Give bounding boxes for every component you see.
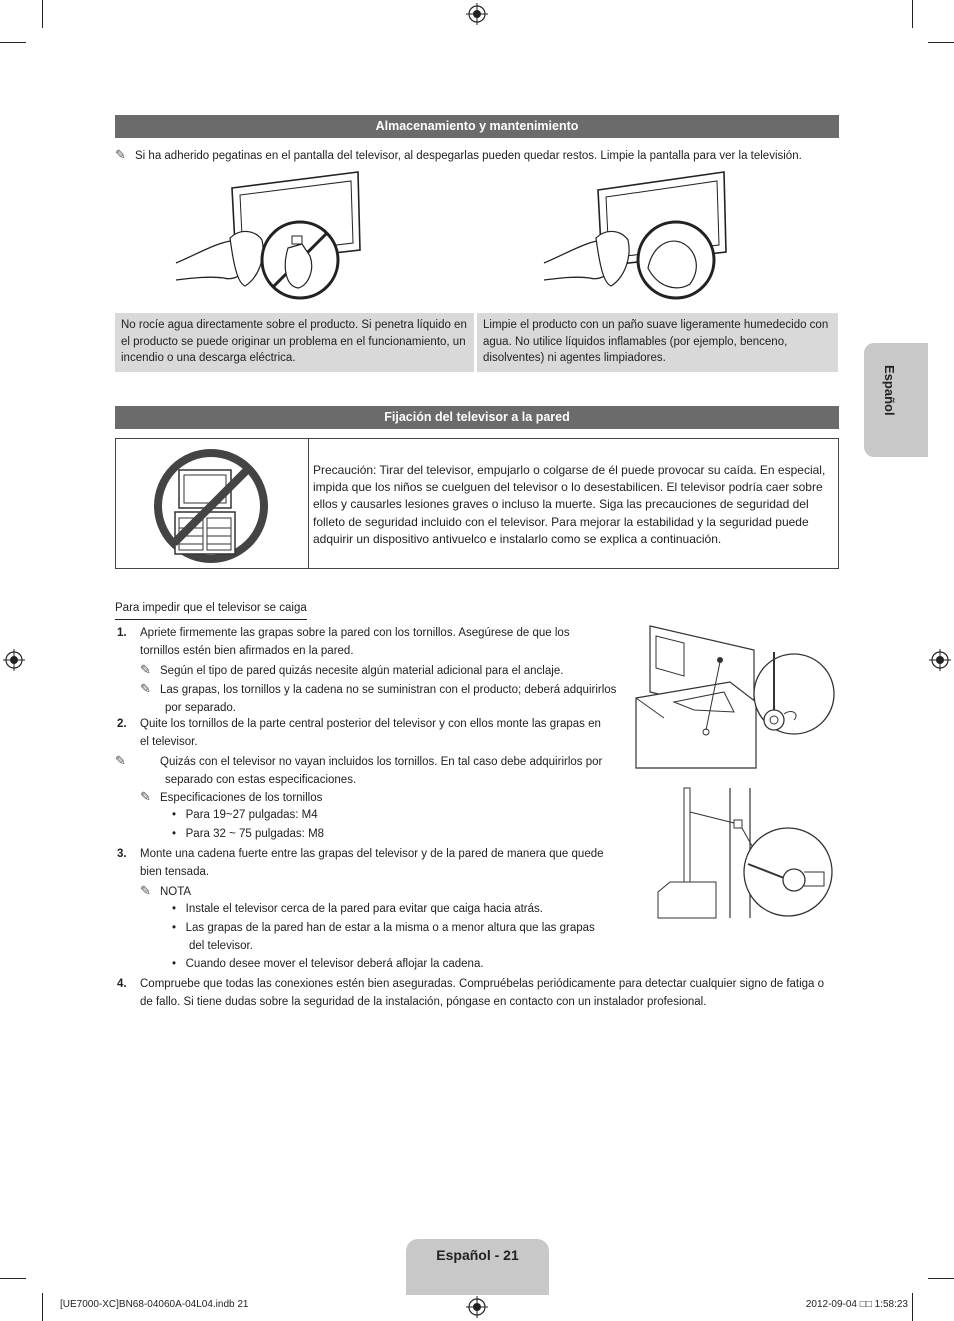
bullet-near-wall: • Instale el televisor cerca de la pared para evitar que caiga hacia atrás. bbox=[172, 903, 543, 915]
tv-back-bracket-illustration bbox=[634, 622, 836, 770]
pencil-note-icon: ✎ bbox=[115, 147, 126, 162]
step-3-note: ✎ NOTA bbox=[140, 883, 192, 898]
sticker-note-text: Si ha adherido pegatinas en el pantalla del televisor, al despegarlas pueden quedar restos. Limpie la pantalla para ver la televisión. bbox=[135, 150, 802, 162]
crop-mark bbox=[912, 1293, 913, 1321]
section-title-wall-mount: Fijación del televisor a la pared bbox=[115, 406, 839, 429]
crop-mark bbox=[0, 42, 26, 43]
footer-date: 2012-09-04 □□ 1:58:23 bbox=[805, 1299, 908, 1310]
crop-mark bbox=[42, 0, 43, 28]
no-spray-illustration bbox=[170, 168, 370, 303]
caution-text: Precaución: Tirar del televisor, empujarlo o colgarse de él puede provocar su caída. En especial, impida que los niños se cuelguen del televisor o lo desestabilicen. El televisor podría caer sobre ellos y causarles lesiones graves o incluso la muerte. Siga las precauciones de seguridad del folleto de seguridad incluido con el televisor. Para mejorar la estabilidad y la seguridad puede adquirir un dispositivo antivuelco e instalarlo como se explica a continuación. bbox=[313, 463, 826, 546]
cleaning-instruction: Limpie el producto con un paño suave ligeramente humedecido con agua. No utilice líquidos inflamables (por ejemplo, benceno, disolventes) ni agentes limpiadores. bbox=[477, 313, 838, 372]
bullet-loosen-chain: • Cuando desee mover el televisor deberá aflojar la cadena. bbox=[172, 958, 484, 970]
language-side-tab: Español bbox=[864, 343, 928, 457]
crop-mark bbox=[928, 42, 954, 43]
pencil-note-icon: ✎ bbox=[140, 789, 151, 804]
bullet-m8: • Para 32 ~ 75 pulgadas: M8 bbox=[172, 828, 325, 840]
step-1-note-2: ✎ Las grapas, los tornillos y la cadena no se suministran con el producto; deberá adquirirlos por separado. bbox=[140, 681, 617, 714]
step-1-note-1: ✎ Según el tipo de pared quizás necesite algún material adicional para el anclaje. bbox=[140, 662, 564, 677]
pencil-note-icon: ✎ bbox=[140, 883, 151, 898]
tv-chain-wall-illustration bbox=[656, 786, 836, 920]
no-spray-warning: No rocíe agua directamente sobre el producto. Si penetra líquido en el producto se puede originar un problema en el funcionamiento, un incendio o una descarga eléctrica. bbox=[115, 313, 474, 372]
pencil-note-icon: ✎ bbox=[140, 681, 151, 696]
crop-mark bbox=[928, 1278, 954, 1279]
registration-mark-icon bbox=[466, 1296, 488, 1318]
registration-mark-icon bbox=[466, 3, 488, 25]
sticker-note bbox=[115, 146, 839, 165]
bullet-bracket-height: • Las grapas de la pared han de estar a la misma o a menor altura que las grapas del televisor. bbox=[172, 922, 595, 952]
step-2-note-1: ✎ Quizás con el televisor no vayan incluidos los tornillos. En tal caso debe adquirirlos por separado con estas especificaciones. bbox=[115, 753, 603, 786]
footer-file: [UE7000-XC]BN68-04060A-04L04.indb 21 bbox=[60, 1299, 249, 1310]
pencil-note-icon: ✎ bbox=[115, 753, 126, 768]
crop-mark bbox=[0, 1278, 26, 1279]
crop-mark bbox=[42, 1293, 43, 1321]
no-climbing-icon bbox=[153, 448, 269, 564]
fall-prevention-heading: Para impedir que el televisor se caiga bbox=[115, 600, 307, 620]
section-title-storage: Almacenamiento y mantenimiento bbox=[115, 115, 839, 138]
registration-mark-icon bbox=[929, 649, 951, 671]
pencil-note-icon: ✎ bbox=[140, 662, 151, 677]
caution-divider bbox=[308, 439, 309, 568]
cloth-cleaning-illustration bbox=[540, 168, 740, 303]
page-number: Español - 21 bbox=[406, 1239, 549, 1295]
bullet-m4: • Para 19~27 pulgadas: M4 bbox=[172, 809, 318, 821]
registration-mark-icon bbox=[3, 649, 25, 671]
crop-mark bbox=[912, 0, 913, 28]
step-2-note-2: ✎ Especificaciones de los tornillos bbox=[140, 789, 323, 804]
